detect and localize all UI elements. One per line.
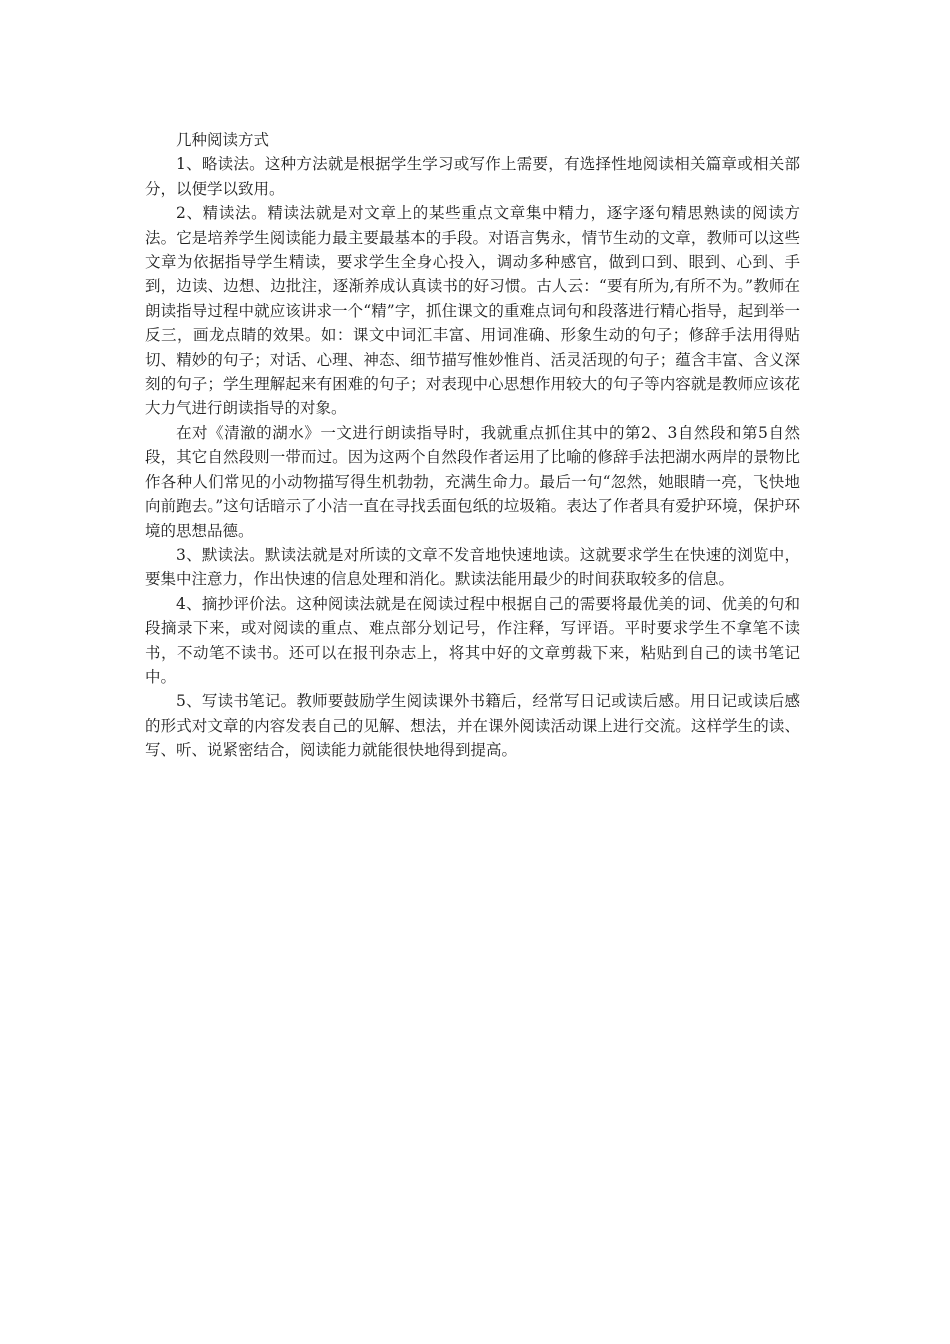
paragraph-intensive-reading: 2、精读法。精读法就是对文章上的某些重点文章集中精力，逐字逐句精思熟读的阅读方法。它是培养学生阅读能力最主要最基本的手段。对语言隽永，情节生动的文章，教师可以这些文章为依据指导学生精读，要求学生全身心投入，调动多种感官，做到口到、眼到、心到、手到，边读、边想、边批注，逐渐养成认真读书的好习惯。古人云：“要有所为,有所不为。”教师在朗读指导过程中就应该讲求一个“精”字，抓住课文的重难点词句和段落进行精心指导，起到举一反三，画龙点睛的效果。如：课文中词汇丰富、用词准确、形象生动的句子；修辞手法用得贴切、精妙的句子；对话、心理、神态、细节描写惟妙惟肖、活灵活现的句子；蕴含丰富、含义深刻的句子；学生理解起来有困难的句子；对表现中心思想作用较大的句子等内容就是教师应该花大力气进行朗读指导的对象。 xyxy=(145,204,800,418)
document-body xyxy=(145,128,800,763)
paragraph-silent-reading: 3、默读法。默读法就是对所读的文章不发音地快速地读。这就要求学生在快速的浏览中，要集中注意力，作出快速的信息处理和消化。默读法能用最少的时间获取较多的信息。 xyxy=(145,545,800,589)
paragraph-skimming: 1、略读法。这种方法就是根据学生学习或写作上需要，有选择性地阅读相关篇章或相关部分，以便学以致用。 xyxy=(145,155,800,198)
paragraph-excerpt-review: 4、摘抄评价法。这种阅读法就是在阅读过程中根据自己的需要将最优美的词、优美的句和段摘录下来，或对阅读的重点、难点部分划记号，作注释，写评语。平时要求学生不拿笔不读书，不动笔不读书。还可以在报刊杂志上，将其中好的文章剪裁下来，粘贴到自己的读书笔记中。 xyxy=(145,594,800,686)
paragraph-reading-notes: 5、写读书笔记。教师要鼓励学生阅读课外书籍后，经常写日记或读后感。用日记或读后感的形式对文章的内容发表自己的见解、想法，并在课外阅读活动课上进行交流。这样学生的读、写、听、说紧密结合，阅读能力就能很快地得到提高。 xyxy=(145,692,800,760)
document-title: 几种阅读方式 xyxy=(176,131,270,149)
paragraph-example-lake: 在对《清澈的湖水》一文进行朗读指导时，我就重点抓住其中的第2、3自然段和第5自然段，其它自然段则一带而过。因为这两个自然段作者运用了比喻的修辞手法把湖水两岸的景物比作各种人们常见的小动物描写得生机勃勃，充满生命力。最后一句“忽然，她眼睛一亮，飞快地向前跑去。”这句话暗示了小洁一直在寻找丢面包纸的垃圾箱。表达了作者具有爱护环境，保护环境的思想品德。 xyxy=(145,423,800,540)
